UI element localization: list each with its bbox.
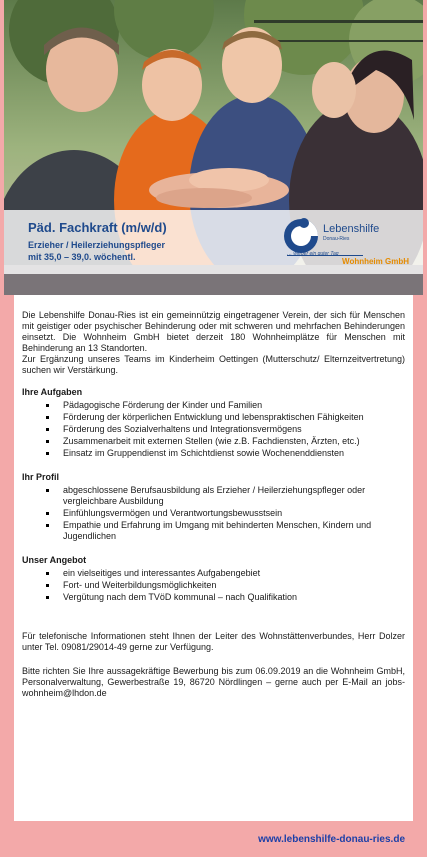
- application-paragraph: Bitte richten Sie Ihre aussagekräftige Bewerbung bis zum 06.09.2019 an die Wohnheim GmbH, Personalverwaltung, Gewerbestraße 19, 86720 Nördlingen – gerne auch per E-Mail an jobs-wohnheim@lhdon.de: [22, 666, 405, 698]
- list-item: Vergütung nach dem TVöD kommunal – nach Qualifikation: [63, 592, 405, 603]
- logo-tagline: … wieder ein guter Tag: [287, 251, 339, 257]
- lebenshilfe-logo-icon: [281, 214, 321, 254]
- profil-list: [22, 485, 405, 542]
- lebenshilfe-logo: [279, 210, 413, 274]
- list-item: Pädagogische Förderung der Kinder und Familien: [63, 400, 405, 411]
- job-title: Päd. Fachkraft (m/w/d): [28, 220, 167, 235]
- website-link[interactable]: www.lebenshilfe-donau-ries.de: [258, 834, 405, 845]
- list-item: Einfühlungsvermögen und Verantwortungsbewusstsein: [63, 508, 405, 519]
- list-item: Einsatz im Gruppendienst im Schichtdienst sowie Wochenenddiensten: [63, 448, 405, 459]
- list-item: ein vielseitiges und interessantes Aufgabengebiet: [63, 568, 405, 579]
- list-item: Förderung der körperlichen Entwicklung und lebenspraktischen Fähigkeiten: [63, 412, 405, 423]
- logo-unit: Wohnheim GmbH: [342, 257, 409, 266]
- list-item: abgeschlossene Berufsausbildung als Erzieher / Heilerziehungspfleger oder vergleichbare Ausbildung: [63, 485, 405, 507]
- intro-paragraph: Die Lebenshilfe Donau-Ries ist ein gemeinnützig eingetragener Verein, der sich für Menschen mit geistiger oder psychischer Behinderung oder mit schweren und mehrfachen Behinderungen einsetzt. Die Wohnheim GmbH bietet derzeit 180 Wohnheimplätze für Menschen mit Behinderung an 13 Standorten.: [22, 310, 405, 353]
- section-heading-angebot: Unser Angebot: [22, 555, 87, 565]
- intro-paragraph-2: Zur Ergänzung unseres Teams im Kinderheim Oettingen (Mutterschutz/ Elternzeitvertretung) suchen wir Verstärkung.: [22, 354, 405, 375]
- aufgaben-list: [22, 400, 405, 459]
- list-item: Fort- und Weiterbildungsmöglichkeiten: [63, 580, 405, 591]
- contact-paragraph: Für telefonische Informationen steht Ihnen der Leiter des Wohnstättenverbundes, Herr Dolzer unter Tel. 09081/29014-49 gerne zur Verfügung.: [22, 631, 405, 652]
- section-heading-aufgaben: Ihre Aufgaben: [22, 387, 83, 397]
- logo-tagline-rule: [287, 255, 363, 256]
- logo-brand-sub: Donau-Ries: [323, 236, 350, 242]
- logo-brand: Lebenshilfe: [323, 223, 380, 235]
- title-band: [4, 210, 423, 274]
- list-item: Zusammenarbeit mit externen Stellen (wie z.B. Fachdiensten, Ärzten, etc.): [63, 436, 405, 447]
- job-description: [14, 295, 413, 821]
- job-subtitle-line: Erzieher / Heilerziehungspfleger: [28, 240, 166, 250]
- angebot-list: [22, 568, 405, 603]
- section-heading-profil: Ihr Profil: [22, 472, 60, 482]
- job-subtitle: [28, 239, 165, 263]
- list-item: Förderung des Sozialverhaltens und Integrationsvermögens: [63, 424, 405, 435]
- list-item: Empathie und Erfahrung im Umgang mit behinderten Menschen, Kindern und Jugendlichen: [63, 520, 405, 542]
- job-hours: mit 35,0 – 39,0. wöchentl.: [28, 252, 136, 263]
